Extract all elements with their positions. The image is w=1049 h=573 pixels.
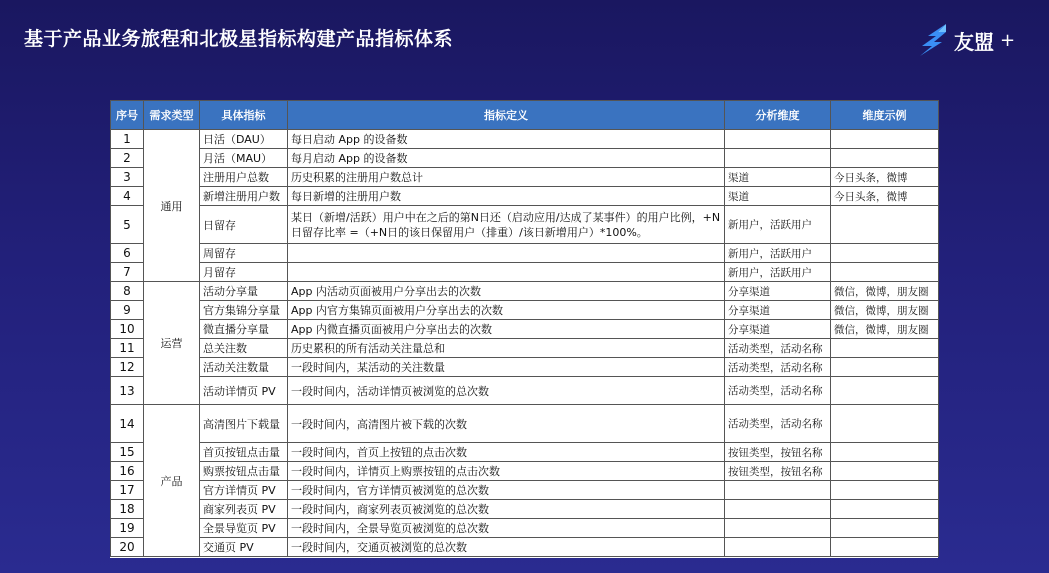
metric-cell: 高清图片下载量 (200, 405, 288, 443)
table-row (111, 358, 939, 377)
dimension-example-cell: 今日头条，微博 (831, 187, 939, 206)
definition-cell: 历史累积的所有活动关注量总和 (288, 339, 725, 358)
column-header: 维度示例 (831, 101, 939, 130)
metric-cell: 周留存 (200, 244, 288, 263)
row-number-cell: 20 (111, 538, 144, 557)
column-header: 具体指标 (200, 101, 288, 130)
definition-cell: 一段时间内，全景导览页被浏览的总次数 (288, 519, 725, 538)
dimension-example-cell (831, 149, 939, 168)
row-number-cell: 15 (111, 443, 144, 462)
metrics-table (110, 100, 939, 557)
dimension-cell: 按钮类型，按钮名称 (725, 443, 831, 462)
row-number-cell: 2 (111, 149, 144, 168)
metric-cell: 日活（DAU） (200, 130, 288, 149)
metric-cell: 购票按钮点击量 (200, 462, 288, 481)
metric-cell: 新增注册用户数 (200, 187, 288, 206)
row-number-cell: 12 (111, 358, 144, 377)
row-number-cell: 6 (111, 244, 144, 263)
row-number-cell: 8 (111, 282, 144, 301)
table-row (111, 149, 939, 168)
definition-cell (288, 244, 725, 263)
table-row (111, 519, 939, 538)
dimension-cell: 分享渠道 (725, 282, 831, 301)
dimension-cell (725, 538, 831, 557)
table-row (111, 168, 939, 187)
metric-cell: 商家列表页 PV (200, 500, 288, 519)
metric-cell: 活动分享量 (200, 282, 288, 301)
definition-cell: 每月启动 App 的设备数 (288, 149, 725, 168)
definition-cell (288, 263, 725, 282)
definition-cell: 每日新增的注册用户数 (288, 187, 725, 206)
dimension-example-cell: 今日头条，微博 (831, 168, 939, 187)
table-row (111, 263, 939, 282)
definition-cell: 某日（新增/活跃）用户中在之后的第N日还（启动应用/达成了某事件）的用户比例，+N日留存比率 =（+N日的该日保留用户（排重）/该日新增用户）*100%。 (288, 206, 725, 244)
table-row (111, 282, 939, 301)
table-row (111, 320, 939, 339)
dimension-example-cell (831, 519, 939, 538)
row-number-cell: 18 (111, 500, 144, 519)
metric-cell: 交通页 PV (200, 538, 288, 557)
dimension-cell: 活动类型，活动名称 (725, 405, 831, 443)
dimension-cell (725, 130, 831, 149)
table-row (111, 206, 939, 244)
dimension-example-cell (831, 358, 939, 377)
metric-cell: 活动关注数量 (200, 358, 288, 377)
table-row (111, 187, 939, 206)
metric-cell: 日留存 (200, 206, 288, 244)
metric-cell: 官方集锦分享量 (200, 301, 288, 320)
dimension-example-cell (831, 481, 939, 500)
dimension-example-cell (831, 538, 939, 557)
category-cell: 产品 (144, 405, 200, 557)
definition-cell: 一段时间内，首页上按钮的点击次数 (288, 443, 725, 462)
table-row (111, 301, 939, 320)
dimension-example-cell (831, 339, 939, 358)
row-number-cell: 3 (111, 168, 144, 187)
umeng-logo (916, 22, 1015, 58)
table-row (111, 443, 939, 462)
dimension-cell (725, 481, 831, 500)
definition-cell: 一段时间内，官方详情页被浏览的总次数 (288, 481, 725, 500)
dimension-cell: 分享渠道 (725, 301, 831, 320)
dimension-example-cell (831, 405, 939, 443)
table-row (111, 405, 939, 443)
dimension-cell: 按钮类型，按钮名称 (725, 462, 831, 481)
column-header: 序号 (111, 101, 144, 130)
metric-cell: 官方详情页 PV (200, 481, 288, 500)
definition-cell: 一段时间内，交通页被浏览的总次数 (288, 538, 725, 557)
metric-cell: 活动详情页 PV (200, 377, 288, 405)
dimension-example-cell: 微信，微博，朋友圈 (831, 301, 939, 320)
dimension-cell: 渠道 (725, 168, 831, 187)
logo-wing-icon (916, 22, 950, 58)
row-number-cell: 19 (111, 519, 144, 538)
row-number-cell: 16 (111, 462, 144, 481)
dimension-example-cell: 微信，微博，朋友圈 (831, 282, 939, 301)
dimension-example-cell (831, 263, 939, 282)
definition-cell: 历史积累的注册用户数总计 (288, 168, 725, 187)
metric-cell: 月留存 (200, 263, 288, 282)
column-header: 指标定义 (288, 101, 725, 130)
metric-cell: 月活（MAU） (200, 149, 288, 168)
row-number-cell: 9 (111, 301, 144, 320)
table-row (111, 244, 939, 263)
dimension-cell (725, 149, 831, 168)
dimension-example-cell (831, 377, 939, 405)
table-row (111, 500, 939, 519)
logo-brand: 友盟 (954, 29, 994, 54)
metrics-table-sheet (110, 100, 938, 558)
row-number-cell: 5 (111, 206, 144, 244)
dimension-example-cell (831, 500, 939, 519)
table-row (111, 481, 939, 500)
row-number-cell: 4 (111, 187, 144, 206)
page-title: 基于产品业务旅程和北极星指标构建产品指标体系 (24, 28, 454, 50)
dimension-cell: 活动类型，活动名称 (725, 339, 831, 358)
dimension-cell: 新用户，活跃用户 (725, 244, 831, 263)
dimension-example-cell (831, 443, 939, 462)
dimension-cell (725, 500, 831, 519)
category-cell: 通用 (144, 130, 200, 282)
column-header: 分析维度 (725, 101, 831, 130)
definition-cell: 一段时间内，活动详情页被浏览的总次数 (288, 377, 725, 405)
table-body (111, 130, 939, 557)
dimension-cell: 新用户，活跃用户 (725, 263, 831, 282)
definition-cell: 一段时间内，高清图片被下载的次数 (288, 405, 725, 443)
definition-cell: App 内官方集锦页面被用户分享出去的次数 (288, 301, 725, 320)
definition-cell: 一段时间内，某活动的关注数量 (288, 358, 725, 377)
dimension-cell: 活动类型，活动名称 (725, 377, 831, 405)
dimension-cell: 活动类型，活动名称 (725, 358, 831, 377)
definition-cell: 每日启动 App 的设备数 (288, 130, 725, 149)
table-header-row (111, 101, 939, 130)
column-header: 需求类型 (144, 101, 200, 130)
dimension-example-cell: 微信，微博，朋友圈 (831, 320, 939, 339)
metric-cell: 微直播分享量 (200, 320, 288, 339)
metric-cell: 总关注数 (200, 339, 288, 358)
row-number-cell: 17 (111, 481, 144, 500)
table-row (111, 339, 939, 358)
category-cell: 运营 (144, 282, 200, 405)
row-number-cell: 1 (111, 130, 144, 149)
metric-cell: 全景导览页 PV (200, 519, 288, 538)
table-row (111, 130, 939, 149)
logo-plus: + (1000, 29, 1016, 51)
row-number-cell: 7 (111, 263, 144, 282)
row-number-cell: 14 (111, 405, 144, 443)
dimension-cell: 渠道 (725, 187, 831, 206)
dimension-example-cell (831, 244, 939, 263)
table-row (111, 462, 939, 481)
table-row (111, 377, 939, 405)
definition-cell: App 内活动页面被用户分享出去的次数 (288, 282, 725, 301)
dimension-example-cell (831, 206, 939, 244)
row-number-cell: 13 (111, 377, 144, 405)
dimension-cell: 新用户，活跃用户 (725, 206, 831, 244)
metric-cell: 注册用户总数 (200, 168, 288, 187)
row-number-cell: 10 (111, 320, 144, 339)
definition-cell: App 内微直播页面被用户分享出去的次数 (288, 320, 725, 339)
dimension-cell: 分享渠道 (725, 320, 831, 339)
definition-cell: 一段时间内，详情页上购票按钮的点击次数 (288, 462, 725, 481)
definition-cell: 一段时间内，商家列表页被浏览的总次数 (288, 500, 725, 519)
row-number-cell: 11 (111, 339, 144, 358)
metric-cell: 首页按钮点击量 (200, 443, 288, 462)
dimension-example-cell (831, 130, 939, 149)
dimension-example-cell (831, 462, 939, 481)
table-row (111, 538, 939, 557)
dimension-cell (725, 519, 831, 538)
